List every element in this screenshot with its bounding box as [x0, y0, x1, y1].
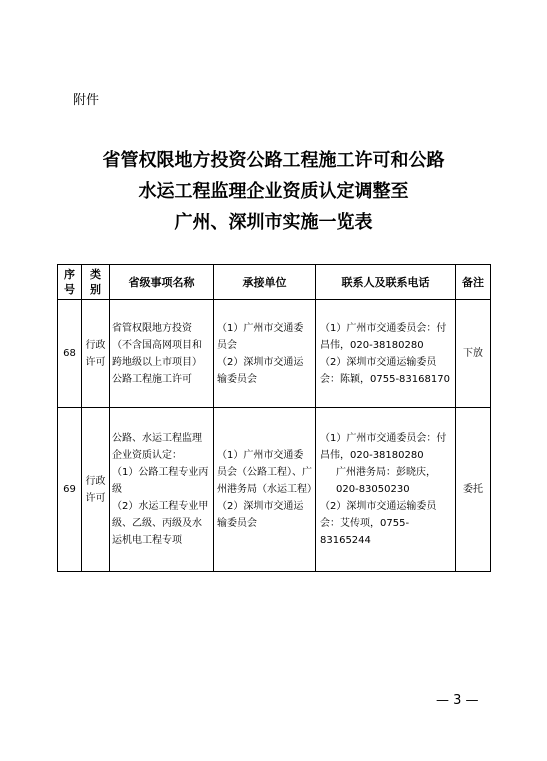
contact-line: （1）广州市交通委员会：付昌伟，020-38180280	[320, 322, 447, 351]
document-title	[0, 145, 547, 238]
header-item: 省级事项名称	[110, 265, 214, 300]
table-row	[58, 300, 491, 408]
row-note: 委托	[456, 408, 491, 572]
contact-line: 广州港务局：彭晓庆，020-83050230	[336, 467, 436, 495]
title-line-1: 省管权限地方投资公路工程施工许可和公路	[102, 150, 445, 171]
row-unit	[214, 300, 316, 408]
item-line: （2）水运工程专业甲级、乙级、丙级及水运机电工程专项	[112, 501, 209, 546]
unit-line: （1）广州市交通委员会（公路工程）、广州港务局（水运工程）	[217, 450, 317, 495]
row-seq: 69	[58, 408, 82, 572]
title-line-3: 广州、深圳市实施一览表	[174, 212, 373, 233]
header-category: 类别	[82, 265, 110, 300]
contact-line: （2）深圳市交通运输委员会：陈颖，0755-83168170	[320, 356, 450, 385]
adjustment-table	[57, 264, 491, 572]
table-header-row	[58, 265, 491, 300]
header-unit: 承接单位	[214, 265, 316, 300]
table-row	[58, 408, 491, 572]
row-note: 下放	[456, 300, 491, 408]
row-contact	[316, 300, 456, 408]
header-seq: 序号	[58, 265, 82, 300]
unit-line: （2）深圳市交通运输委员会	[217, 501, 304, 529]
item-line: 公路、水运工程监理企业资质认定：	[112, 433, 202, 461]
attachment-label: 附件	[73, 93, 100, 108]
item-line: （1）公路工程专业丙级	[112, 467, 209, 495]
row-item: 省管权限地方投资（不含国高网项目和跨地级以上市项目）公路工程施工许可	[110, 300, 214, 408]
header-contact: 联系人及联系电话	[316, 265, 456, 300]
unit-line: （1）广州市交通委员会	[217, 322, 304, 351]
row-seq: 68	[58, 300, 82, 408]
row-category: 行政许可	[82, 300, 110, 408]
page-number: — 3 —	[436, 693, 479, 708]
title-line-2: 水运工程监理企业资质认定调整至	[138, 181, 409, 202]
unit-line: （2）深圳市交通运输委员会	[217, 356, 304, 385]
row-contact	[316, 408, 456, 572]
contact-line: （1）广州市交通委员会：付昌伟，020-38180280	[320, 433, 447, 461]
contact-line: （2）深圳市交通运输委员会：艾传项，0755-83165244	[320, 501, 437, 546]
row-item	[110, 408, 214, 572]
header-note: 备注	[456, 265, 491, 300]
row-unit	[214, 408, 316, 572]
row-category: 行政许可	[82, 408, 110, 572]
